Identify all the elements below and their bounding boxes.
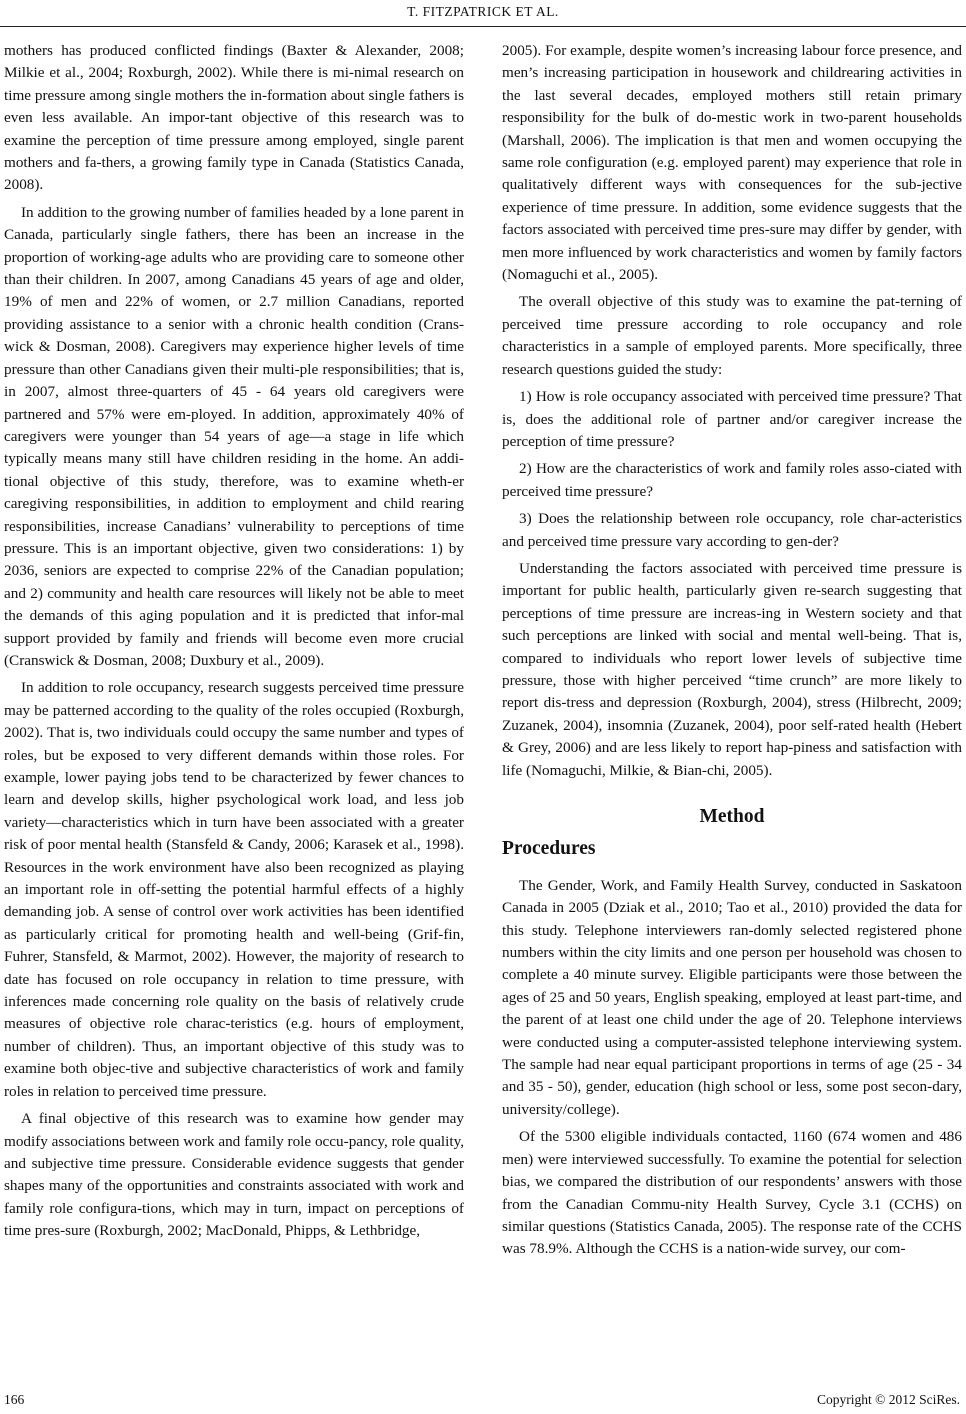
body-paragraph: The Gender, Work, and Family Health Survey, conducted in Saskatoon Canada in 2005 (Dziak et al., 2010; Tao et al., 2010) provided the data for this study. Telephone interviewers ran-domly selected registered phone numbers within the city limits and one person per household was chosen to complete a 40 minute survey. Eligible participants were those between the ages of 25 and 50 years, English speaking, employed at least part-time, and the parent of at least one child under the age of 20. Telephone interviews were conducted using a computer-assisted telephone interviewing system. The sample had near equal participant proportions in terms of age (25 - 34 and 35 - 50), gender, education (high school or less, some post secon-dary, university/college). <box>502 876 962 1118</box>
body-paragraph: In addition to the growing number of families headed by a lone parent in Canada, particularly single fathers, there has been an increase in the proportion of working-age adults who are providing care to someone other than their children. In 2007, among Canadians 45 years of age and older, 19% of men and 22% of women, or 2.7 million Canadians, reported providing assistance to a senior with a chronic health condition (Crans-wick & Dosman, 2008). Caregivers may experience higher levels of time pressure than other Canadians given their multi-ple responsibilities; that is, in 2007, almost three-quarters of 45 - 64 years old caregivers were partnered and 57% were em-ployed. In addition, approximately 40% of caregivers were younger than 54 years of age—a stage in life which typically means many still have children residing in the home. An addi-tional objective of this study, therefore, was to examine wheth-er caregiving responsibilities, in addition to employment and child rearing responsibilities, increase Canadians’ vulnerability to perceptions of time pressure. This is an important objective, given two considerations: 1) by 2036, seniors are expected to comprise 22% of the Canadian population; and 2) community and health care resources will likely not be able to meet the demands of this aging population and it is predicted that infor-mal support provided by family and friends will become even more crucial (Cranswick & Dosman, 2008; Duxbury et al., 2009). <box>4 203 464 669</box>
research-question: 1) How is role occupancy associated with perceived time pressure? That is, does the additional role of partner and/or caregiver increase the perception of time pressure? <box>502 388 962 450</box>
body-paragraph: mothers has produced conflicted findings (Baxter & Alexander, 2008; Milkie et al., 2004; Roxburgh, 2002). While there is mi-nimal research on time pressure among single mothers the in-formation about single fathers is even less available. An impor-tant objective of this research was to examine the perception of time pressure among employed, single parent mothers and fa-thers, a growing family type in Canada (Statistics Canada, 2008). <box>4 42 464 194</box>
research-question: 3) Does the relationship between role occupancy, role char-acteristics and perceived time pressure vary according to gen-der? <box>502 510 962 550</box>
left-column <box>4 40 464 1248</box>
copyright-notice: Copyright © 2012 SciRes. <box>816 1392 960 1407</box>
running-head: T. FITZPATRICK ET AL. <box>407 4 559 19</box>
body-paragraph: Understanding the factors associated with perceived time pressure is important for public health, particularly given re-search suggesting that perceptions of time pressure are increas-ing in Western society and that such perceptions are linked with social and mental well-being. That is, compared to individuals who report lower levels of subjective time pressure, those with higher perceived “time crunch” are more likely to report dis-tress and depression (Roxburgh, 2004), stress (Hilbrecht, 2009; Zuzanek, 2004), insomnia (Zuzanek, 2004), poor self-rated health (Hebert & Grey, 2006) and are less likely to report hap-piness and satisfaction with life (Nomaguchi, Milkie, & Bian-chi, 2005). <box>502 559 962 779</box>
body-paragraph: In addition to role occupancy, research suggests perceived time pressure may be patterned according to the quality of the roles occupied (Roxburgh, 2002). That is, two individuals could occupy the same number and types of roles, but be exposed to very different demands within those roles. For example, lower paying jobs tend to be characterized by fewer chances to learn and develop skills, higher psychological work load, and less job variety—characteristics which in turn have been associated with a greater risk of poor mental health (Stansfeld & Candy, 2006; Karasek et al., 1998). Resources in the work environment have also been recognized as playing an important role in off-setting the potential harmful effects of a highly demanding job. A sense of control over work activities has been identified as particularly critical for promoting health and well-being (Grif-fin, Fuhrer, Stansfeld, & Marmot, 2002). However, the majority of research to date has focused on role occupancy in relation to time pressure, with inferences made concerning role quality on the basis of relatively crude measures of objective role charac-teristics (e.g. hours of employment, number of children). Thus, an important objective of this study was to examine both objec-tive and subjective characteristics of work and family roles in relation to perceived time pressure. <box>4 679 464 1100</box>
page-number: 166 <box>4 1392 25 1407</box>
subsection-heading: Procedures <box>502 838 596 860</box>
header-rule <box>0 26 966 27</box>
research-question: 2) How are the characteristics of work and family roles asso-ciated with perceived time pressure? <box>502 460 962 500</box>
body-paragraph: Of the 5300 eligible individuals contacted, 1160 (674 women and 486 men) were interviewed successfully. To examine the potential for selection bias, we compared the distribution of our respondents’ answers with those from the Canadian Commu-nity Health Survey, Cycle 3.1 (CCHS) on similar questions (Statistics Canada, 2005). The response rate of the CCHS was 78.9%. Although the CCHS is a nation-wide survey, our com- <box>502 1128 962 1258</box>
body-paragraph: 2005). For example, despite women’s increasing labour force presence, and men’s increasing participation in housework and childrearing activities in the last several decades, employed mothers still retain primary responsibility for the bulk of do-mestic work in two-parent households (Marshall, 2006). The implication is that men and women occupying the same role configuration (e.g. employed parent) may experience that role in qualitatively different ways with consequences for the sub-jective experience of time pressure. In addition, some evidence suggests that the factors associated with perceived time pres-sure may differ by gender, with men more influenced by work characteristics and women by family factors (Nomaguchi et al., 2005). <box>502 42 962 284</box>
body-paragraph: A final objective of this research was to examine how gender may modify associations between work and family role occu-pancy, role quality, and subjective time pressure. Considerable evidence suggests that gender shapes many of the opportunities and constraints associated with work and family role configura-tions, which may in turn, impact on perceptions of time pres-sure (Roxburgh, 2002; MacDonald, Phipps, & Lethbridge, <box>4 1110 464 1240</box>
section-heading: Method <box>699 806 765 827</box>
right-column <box>502 40 962 1266</box>
body-paragraph: The overall objective of this study was to examine the pat-terning of perceived time pressure according to role occupancy and role characteristics in a sample of employed parents. More specifically, three research questions guided the study: <box>502 293 962 378</box>
